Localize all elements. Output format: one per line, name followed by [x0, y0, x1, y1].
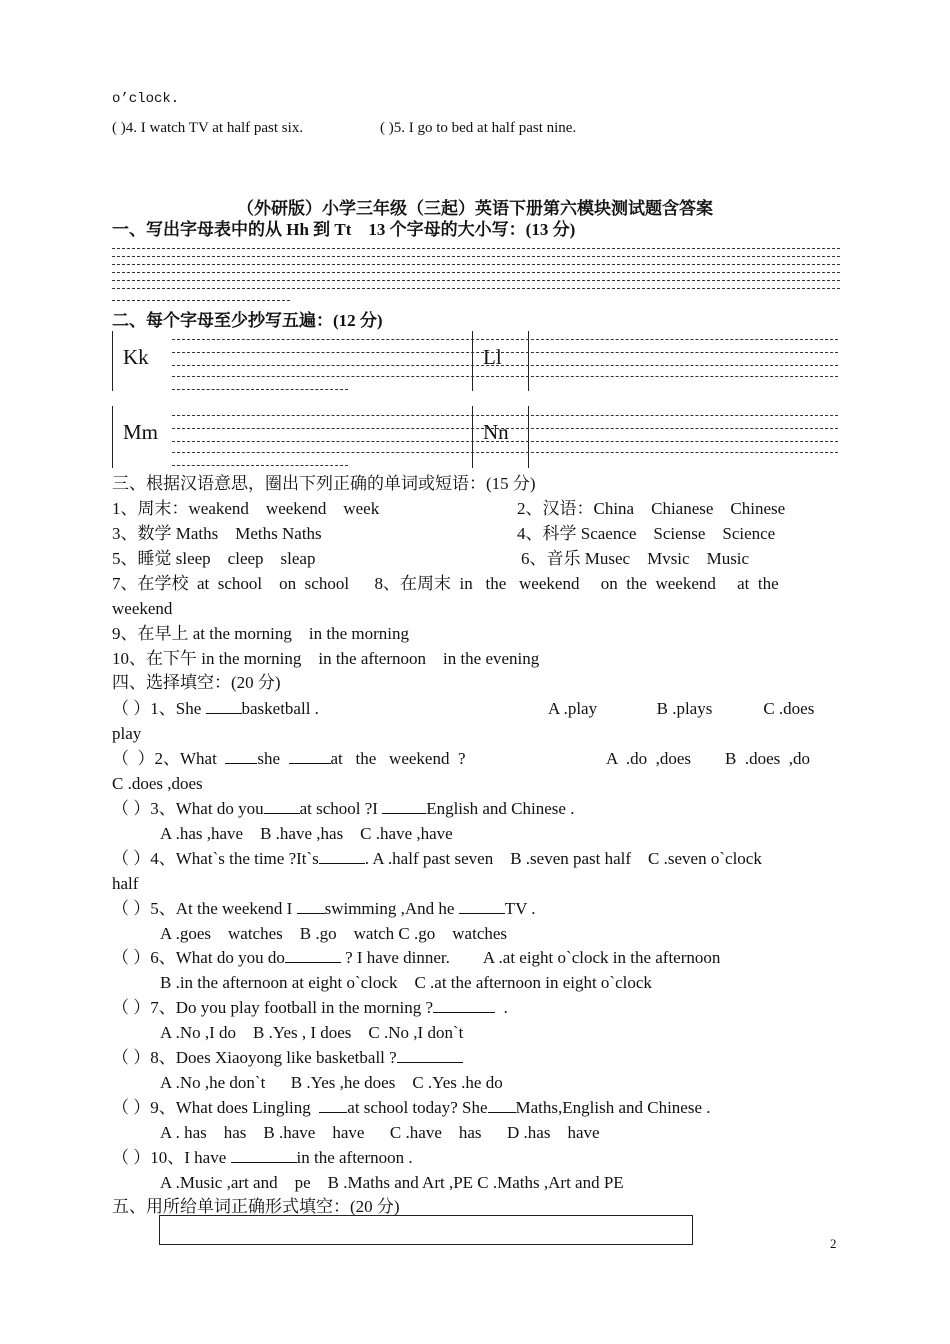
letter-nn: Nn: [483, 420, 509, 444]
item-6: 6、音乐 Musec Mvsic Music: [521, 549, 750, 568]
answer-blank[interactable]: [289, 749, 331, 764]
answer-blank[interactable]: [319, 1098, 347, 1113]
q5-stem-mid: swimming ,And he: [324, 899, 455, 918]
item-3: 3、数学 Maths Meths Naths: [112, 524, 322, 543]
letter-kk: Kk: [123, 345, 149, 369]
answer-blank[interactable]: [206, 699, 242, 714]
item-5: 5、睡觉 sleep cleep sleap: [112, 549, 316, 568]
item-10: 10、在下午 in the morning in the afternoon in the evening: [112, 649, 540, 668]
q10-stem: （ ）10、I have: [112, 1148, 227, 1167]
writing-line: [172, 452, 838, 453]
oclock-fragment: o’clock.: [112, 91, 180, 107]
writing-line: [112, 280, 840, 281]
item-4: 4、科学 Scaence Sciense Science: [517, 524, 776, 543]
answer-blank[interactable]: [285, 948, 341, 963]
writing-line: [112, 300, 290, 301]
q2-options: A .do ,does B .does ,do: [606, 749, 810, 768]
mc-question-8: [112, 1047, 463, 1069]
q7-stem: （ ）7、Do you play football in the morning ?: [112, 998, 434, 1017]
q3-stem-mid: at school ?I: [299, 799, 378, 818]
letter-mm: Mm: [123, 420, 159, 444]
mc-question-2: [112, 748, 466, 770]
q4-options: . A .half past seven B .seven past half C .seven o`clock: [364, 849, 762, 868]
item-1: 1、周末：weakend weekend week: [112, 499, 380, 518]
section-3-heading: 三、根据汉语意思，圈出下列正确的单词或短语：(15 分): [112, 474, 536, 493]
letter-ll: Ll: [483, 345, 502, 369]
q1-stem-end: basketball .: [241, 699, 319, 718]
mc-question-4: [112, 848, 762, 870]
q9-stem: （ ）9、What does Lingling: [112, 1098, 311, 1117]
answer-blank[interactable]: [225, 749, 257, 764]
section-1-heading: 一、写出字母表中的从 Hh 到 Tt 13 个字母的大小写：(13 分): [112, 220, 576, 239]
q7-stem-end: .: [503, 998, 508, 1017]
answer-blank[interactable]: [319, 849, 365, 864]
writing-line: [172, 389, 348, 390]
mc-question-10: [112, 1147, 413, 1169]
writing-line: [112, 248, 840, 249]
question-5-line: ( )5. I go to bed at half past nine.: [380, 120, 577, 136]
q8-options: A .No ,he don`t B .Yes ,he does C .Yes .he do: [160, 1073, 503, 1092]
mc-question-1: [112, 698, 319, 720]
q6-options: B .in the afternoon at eight o`clock C .at the afternoon in eight o`clock: [160, 973, 652, 992]
answer-blank[interactable]: [297, 899, 325, 914]
section-5-heading: 五、用所给单词正确形式填空：(20 分): [112, 1197, 400, 1216]
q2-stem: （ ）2、What: [112, 749, 217, 768]
word-bank-box: [159, 1215, 693, 1245]
writing-line: [172, 376, 838, 377]
writing-line: [172, 365, 838, 366]
writing-line: [172, 415, 838, 416]
q1-stem: （ ）1、She: [112, 699, 202, 718]
document-title: （外研版）小学三年级（三起）英语下册第六模块测试题含答案: [237, 199, 713, 218]
answer-blank[interactable]: [231, 1148, 297, 1163]
answer-blank[interactable]: [488, 1098, 516, 1113]
q7-options: A .No ,I do B .Yes , I does C .No ,I don`t: [160, 1023, 464, 1042]
writing-line: [112, 288, 840, 289]
q9-options: A . has has B .have have C .have has D .has have: [160, 1123, 600, 1142]
q1-cont: play: [112, 724, 142, 743]
writing-line: [172, 339, 838, 340]
q8-stem: （ ）8、Does Xiaoyong like basketball ?: [112, 1048, 397, 1067]
q9-stem-mid: at school today? She: [347, 1098, 488, 1117]
answer-blank[interactable]: [382, 799, 426, 814]
item-2: 2、汉语：China Chianese Chinese: [517, 499, 786, 518]
q9-stem-end: Maths,English and Chinese .: [515, 1098, 711, 1117]
question-4-line: ( )4. I watch TV at half past six.: [112, 120, 304, 136]
answer-blank[interactable]: [264, 799, 300, 814]
letter-box-edge: [112, 331, 113, 391]
mc-question-5: [112, 898, 536, 920]
answer-blank[interactable]: [433, 998, 495, 1013]
q2-cont: C .does ,does: [112, 774, 203, 793]
q4-stem: （ ）4、What`s the time ?It`s: [112, 849, 319, 868]
q2-stem-end: at the weekend ?: [330, 749, 466, 768]
writing-line: [172, 441, 838, 442]
letter-box-edge: [112, 406, 113, 468]
q5-options: A .goes watches B .go watch C .go watches: [160, 924, 508, 943]
q6-stem-end: ? I have dinner. A .at eight o`clock in the afternoon: [345, 948, 721, 967]
q5-stem-end: TV .: [504, 899, 536, 918]
writing-line: [112, 256, 840, 257]
q3-stem-end: English and Chinese .: [426, 799, 575, 818]
q3-options: A .has ,have B .have ,has C .have ,have: [160, 824, 453, 843]
q3-stem: （ ）3、What do you: [112, 799, 264, 818]
q2-stem-mid: she: [257, 749, 280, 768]
q6-stem: （ ）6、What do you do: [112, 948, 285, 967]
mc-question-7: [112, 997, 508, 1019]
answer-blank[interactable]: [397, 1048, 463, 1063]
page-number: 2: [830, 1236, 837, 1251]
writing-line: [172, 352, 838, 353]
q10-stem-end: in the afternoon .: [296, 1148, 413, 1167]
writing-line: [172, 465, 348, 466]
writing-line: [172, 428, 838, 429]
q4-cont: half: [112, 874, 139, 893]
item-8-cont: weekend: [112, 599, 173, 618]
writing-line: [112, 264, 840, 265]
item-7-8: 7、在学校 at school on school 8、在周末 in the weekend on the weekend at the: [112, 574, 779, 593]
item-9: 9、在早上 at the morning in the morning: [112, 624, 409, 643]
mc-question-6: [112, 947, 720, 969]
q5-stem: （ ）5、At the weekend I: [112, 899, 293, 918]
section-4-heading: 四、选择填空：(20 分): [112, 673, 281, 692]
section-2-heading: 二、每个字母至少抄写五遍：(12 分): [112, 311, 383, 330]
mc-question-3: [112, 798, 574, 820]
q10-options: A .Music ,art and pe B .Maths and Art ,PE C .Maths ,Art and PE: [160, 1173, 624, 1192]
q1-options: A .play B .plays C .does: [548, 699, 815, 718]
writing-line: [112, 272, 840, 273]
mc-question-9: [112, 1097, 711, 1119]
answer-blank[interactable]: [459, 899, 505, 914]
